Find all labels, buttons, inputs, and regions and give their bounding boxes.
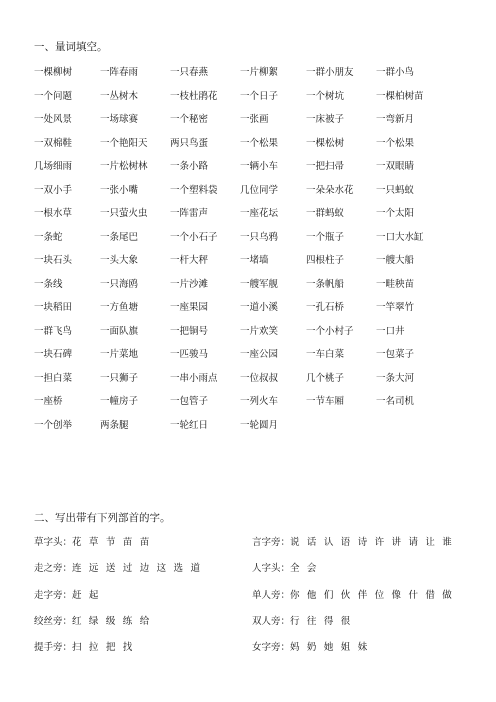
- measure-word-phrase: 一个松果: [240, 137, 279, 149]
- radical-item: [252, 536, 474, 562]
- measure-word-phrase: 几场细雨: [34, 161, 73, 172]
- measure-word-phrase: 一幢房子: [100, 396, 139, 407]
- measure-word-phrase: 一条帆船: [306, 278, 345, 290]
- measure-word-phrase: 一只乌鸦: [240, 231, 279, 243]
- radical-characters: 说 话 认 语 诗 许 讲 请 让 谁: [290, 537, 454, 548]
- measure-word-phrase: 一座果园: [170, 302, 209, 313]
- radical-item: [252, 641, 474, 667]
- radical-characters: 赶 起: [72, 589, 101, 601]
- measure-word-phrase: 一条蛇: [34, 231, 63, 243]
- radical-item: [34, 641, 252, 667]
- radical-label: 草字头：: [34, 537, 73, 548]
- measure-word-phrase: 一串小雨点: [170, 372, 218, 384]
- radical-item: [252, 589, 474, 615]
- radical-characters: 连 远 送 过 边 这 选 道: [72, 563, 203, 575]
- measure-word-phrase: 一床被子: [306, 114, 345, 125]
- measure-word-phrase: 一方鱼塘: [100, 302, 139, 313]
- measure-word-phrase: 一车白菜: [306, 349, 345, 360]
- measure-word-phrase: 一弯新月: [376, 114, 415, 125]
- measure-word-phrase: 一艘军舰: [240, 278, 279, 290]
- measure-word-phrase: 一个树坑: [306, 90, 345, 102]
- measure-word-phrase: 一片沙滩: [170, 278, 209, 290]
- radical-characters: 全 会: [290, 563, 319, 575]
- measure-word-phrase: 一群蚂蚁: [306, 208, 345, 219]
- measure-word-phrase: 一口井: [376, 325, 405, 337]
- measure-word-phrase: 一块稻田: [34, 302, 73, 313]
- measure-word-phrase: 一个艳阳天: [100, 137, 148, 149]
- measure-word-phrase: 一名司机: [376, 396, 415, 407]
- radical-characters: 行 往 得 很: [290, 615, 353, 627]
- radical-characters: 你 他 们 伙 伴 位 像 什 借 做: [290, 589, 454, 601]
- measure-word-phrase: 一场球赛: [100, 114, 139, 125]
- measure-word-phrase: 一口大水缸: [376, 231, 424, 243]
- measure-word-phrase: 两只鸟蛋: [170, 137, 209, 149]
- measure-word-phrase: 一堵墙: [240, 255, 269, 266]
- measure-word-phrase: 一群小鸟: [376, 67, 415, 78]
- measure-word-phrase: 一阵春雨: [100, 67, 139, 78]
- measure-word-phrase: 一棵柏树苗: [376, 90, 424, 102]
- radical-label: 走字旁：: [34, 589, 73, 601]
- radical-label: 绞丝旁：: [34, 615, 73, 627]
- measure-word-phrase: 一双小手: [34, 184, 73, 196]
- section-2-title: 二、写出带有下列部首的字。: [34, 512, 171, 524]
- measure-word-phrase: 一座桥: [34, 396, 63, 407]
- measure-word-phrase: 一棵松树: [306, 137, 345, 149]
- measure-word-phrase: 一个问题: [34, 90, 73, 102]
- measure-word-phrase: 一片松树林: [100, 161, 148, 172]
- measure-word-phrase: 四根柱子: [306, 255, 345, 266]
- radical-label: 女字旁：: [252, 642, 291, 654]
- measure-word-phrase: 一个小村子: [306, 325, 354, 337]
- measure-word-phrase: 一列火车: [240, 396, 279, 407]
- measure-word-phrase: 一畦秧苗: [376, 278, 415, 290]
- measure-word-phrase: 一担白菜: [34, 372, 73, 384]
- measure-word-phrase: 一丛树木: [100, 90, 139, 102]
- measure-word-phrase: 一片柳絮: [240, 67, 279, 78]
- radical-characters: 妈 奶 她 姐 妹: [290, 642, 370, 654]
- measure-word-phrase: 一棵柳树: [34, 67, 73, 78]
- radical-label: 言字旁：: [252, 537, 291, 548]
- measure-word-phrase: 一群小朋友: [306, 67, 354, 78]
- measure-word-phrase: 一个小石子: [170, 231, 218, 243]
- radical-list: [34, 536, 474, 667]
- measure-word-phrase: 一根水草: [34, 208, 73, 219]
- measure-word-phrase: 一块石碑: [34, 349, 73, 360]
- measure-word-phrase: 一块石头: [34, 255, 73, 266]
- measure-word-phrase: 一艘大船: [376, 255, 415, 266]
- radical-item: [34, 536, 252, 562]
- measure-word-phrase: 一把扫帚: [306, 161, 345, 172]
- measure-word-phrase: 一位叔叔: [240, 372, 279, 384]
- measure-word-phrase: 一条小路: [170, 161, 209, 172]
- measure-word-phrase: 一只蚂蚁: [376, 184, 415, 196]
- measure-word-phrase: 一双棉鞋: [34, 137, 73, 149]
- measure-word-phrase: 一只海鸥: [100, 278, 139, 290]
- radical-item: [34, 589, 252, 615]
- measure-word-phrase: 一轮红日: [170, 419, 209, 431]
- measure-word-phrase: 一只春燕: [170, 67, 209, 78]
- measure-word-phrase: 一群飞鸟: [34, 325, 73, 337]
- radical-characters: 红 绿 级 练 给: [72, 615, 152, 627]
- measure-word-phrase: 一条大河: [376, 372, 415, 384]
- measure-word-phrase: 一条线: [34, 278, 63, 290]
- measure-word-phrase: 一竿翠竹: [376, 302, 415, 313]
- measure-word-phrase: 几位同学: [240, 184, 279, 196]
- radical-item: [34, 562, 252, 588]
- radical-label: 提手旁：: [34, 642, 73, 654]
- measure-word-phrase: 一节车厢: [306, 396, 345, 407]
- measure-word-phrase: 一片欢笑: [240, 325, 279, 337]
- measure-word-phrase: 一头大象: [100, 255, 139, 266]
- measure-word-phrase: 一个瓶子: [306, 231, 345, 243]
- measure-word-phrase: 一包菜子: [376, 349, 415, 360]
- measure-word-phrase: 一朵朵水花: [306, 184, 354, 196]
- measure-word-phrase: 一面队旗: [100, 325, 139, 337]
- measure-word-phrase: 一轮圆月: [240, 419, 279, 431]
- measure-word-phrase: 一个秘密: [170, 114, 209, 125]
- measure-word-phrase: 一片菜地: [100, 349, 139, 360]
- measure-word-phrase: 一枝杜鹃花: [170, 90, 218, 102]
- radical-item: [252, 615, 474, 641]
- measure-word-phrase: 一孔石桥: [306, 302, 345, 313]
- measure-word-phrase: 两条腿: [100, 419, 129, 431]
- measure-word-phrase: 一道小溪: [240, 302, 279, 313]
- measure-word-phrase: 一只萤火虫: [100, 208, 148, 219]
- radical-characters: 花 草 节 苗 苗: [72, 537, 152, 548]
- radical-label: 单人旁：: [252, 589, 291, 601]
- measure-word-phrase: 一张小嘴: [100, 184, 139, 196]
- measure-word-phrase: 一个塑料袋: [170, 184, 218, 196]
- measure-word-phrase: 一包管子: [170, 396, 209, 407]
- radical-characters: 扫 拉 把 找: [72, 642, 135, 654]
- measure-word-phrase: 一阵雷声: [170, 208, 209, 219]
- measure-word-phrase: 一张画: [240, 114, 269, 125]
- measure-word-phrase: 一把铜号: [170, 325, 209, 337]
- measure-word-phrase: 一处风景: [34, 114, 73, 125]
- measure-word-phrase: 一座花坛: [240, 208, 279, 219]
- radical-item: [34, 615, 252, 641]
- measure-word-phrase: 一杆大秤: [170, 255, 209, 266]
- measure-word-phrase: 一个松果: [376, 137, 415, 149]
- measure-word-phrase: 一条尾巴: [100, 231, 139, 243]
- measure-word-phrase: 一个创举: [34, 419, 73, 431]
- radical-item: [252, 562, 474, 588]
- measure-word-phrase: 几个桃子: [306, 372, 345, 384]
- radical-label: 走之旁：: [34, 563, 73, 575]
- measure-word-phrase: 一只狮子: [100, 372, 139, 384]
- measure-word-grid: [34, 66, 474, 442]
- radical-label: 双人旁：: [252, 615, 291, 627]
- measure-word-phrase: 一座公园: [240, 349, 279, 360]
- measure-word-phrase: 一辆小车: [240, 161, 279, 172]
- radical-label: 人字头：: [252, 563, 291, 575]
- measure-word-phrase: 一个太阳: [376, 208, 415, 219]
- measure-word-phrase: 一匹骏马: [170, 349, 209, 360]
- section-1-title: 一、量词填空。: [34, 41, 108, 53]
- measure-word-phrase: 一双眼睛: [376, 161, 415, 172]
- measure-word-phrase: 一个日子: [240, 90, 279, 102]
